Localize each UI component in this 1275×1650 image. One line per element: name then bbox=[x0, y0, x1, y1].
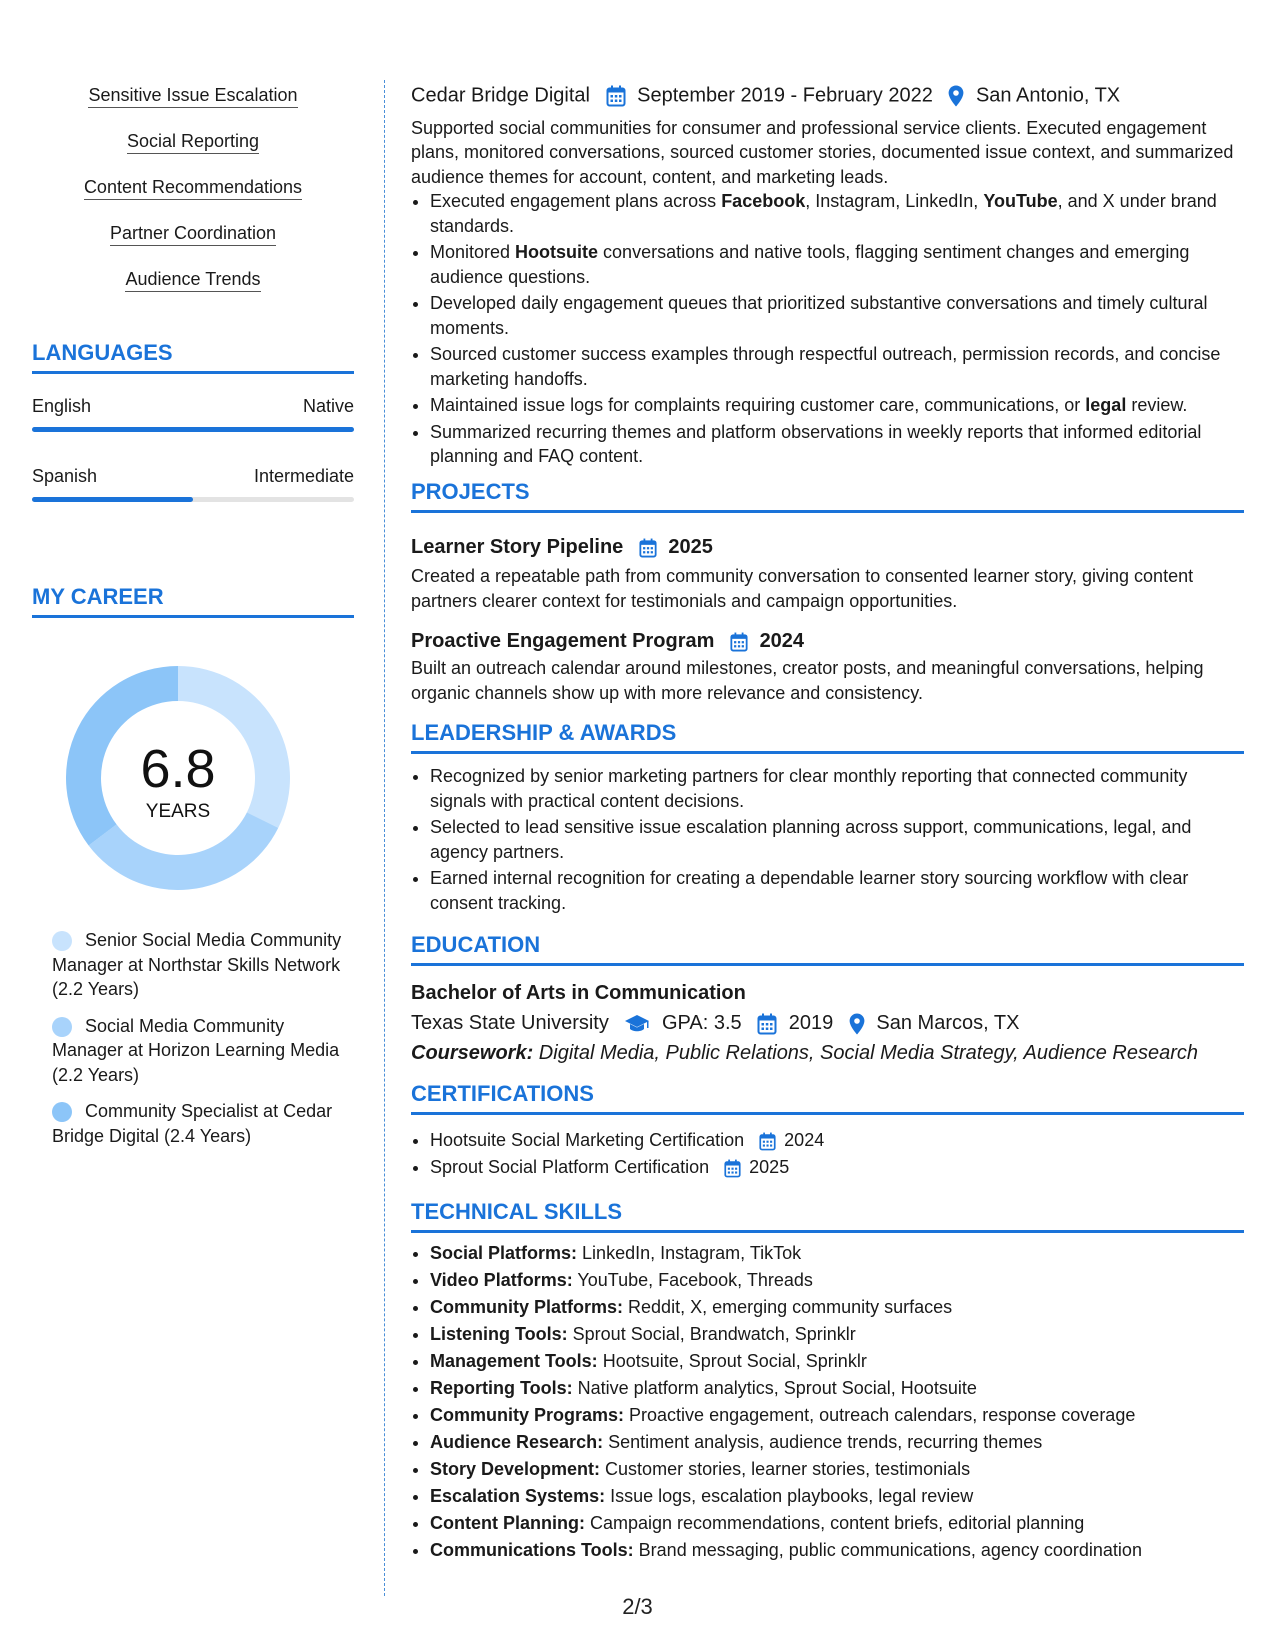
bullet-keyword: YouTube bbox=[983, 191, 1058, 212]
project-title: Proactive Engagement Program bbox=[411, 630, 715, 652]
skill-category: Communications Tools: bbox=[430, 1540, 634, 1560]
leadership-item: • Selected to lead sensitive issue escalation planning across support, communications, legal, and agency partners. bbox=[430, 815, 1244, 864]
certification-item bbox=[430, 1127, 1244, 1154]
language-bar-track bbox=[32, 497, 354, 502]
skill-category: Community Platforms: bbox=[430, 1297, 624, 1317]
certification-item bbox=[430, 1154, 1244, 1181]
language-level: Native bbox=[302, 396, 354, 416]
certifications-list bbox=[411, 1127, 1244, 1181]
skill-category: Reporting Tools: bbox=[430, 1378, 573, 1398]
job-summary: Supported social communities for consumer and professional service clients. Executed engagement plans, monitored conversations, sourced customer stories, documented issue context, and summarized audience themes for account, content, and marketing leads. bbox=[411, 117, 1234, 187]
career-legend-item bbox=[52, 1014, 342, 1088]
skill-values: Proactive engagement, outreach calendars, response coverage bbox=[624, 1405, 1136, 1425]
calendar-icon bbox=[757, 1013, 777, 1035]
graduation-cap-icon bbox=[624, 1014, 650, 1034]
column-divider bbox=[384, 80, 385, 1596]
skill-values: Customer stories, learner stories, testimonials bbox=[600, 1459, 971, 1479]
calendar-icon bbox=[639, 538, 657, 558]
skill-values: Sentiment analysis, audience trends, recurring themes bbox=[603, 1432, 1043, 1452]
certifications-entry bbox=[411, 1127, 1244, 1181]
technical-skills-list bbox=[411, 1240, 1244, 1564]
career-legend-item bbox=[52, 928, 342, 1002]
project-entry bbox=[411, 628, 1244, 705]
skill-item: Content Recommendations bbox=[84, 176, 302, 200]
bullet-keyword: Facebook bbox=[721, 191, 806, 212]
job-entry bbox=[411, 82, 1244, 471]
technical-skill-item bbox=[430, 1240, 1244, 1267]
skill-category: Video Platforms: bbox=[430, 1270, 573, 1290]
language-name: English bbox=[32, 396, 92, 416]
skill-category: Social Platforms: bbox=[430, 1243, 578, 1263]
bullet-text: Maintained issue logs for complaints requiring customer care, communications, or bbox=[430, 395, 1086, 416]
bullet-text: Sourced customer success examples through respectful outreach, permission records, and concise marketing handoffs. bbox=[430, 344, 1221, 389]
bullet-text: Monitored bbox=[430, 242, 516, 263]
project-entry bbox=[411, 534, 1244, 613]
project-description: Built an outreach calendar around milestones, creator posts, and meaningful conversations, helping organic channels show up with more relevance and consistency. bbox=[411, 658, 1204, 703]
education-year: 2019 bbox=[788, 1012, 834, 1034]
skill-category: Listening Tools: bbox=[430, 1324, 568, 1344]
language-name: Spanish bbox=[32, 466, 98, 486]
job-bullet bbox=[430, 393, 1244, 418]
project-header bbox=[411, 534, 1244, 560]
career-donut-chart bbox=[66, 666, 290, 890]
calendar-icon bbox=[724, 1159, 741, 1178]
page-number: 2/3 bbox=[622, 1594, 653, 1619]
calendar-icon bbox=[606, 85, 626, 107]
skill-values: Brand messaging, public communications, agency coordination bbox=[633, 1540, 1142, 1560]
certification-year: 2025 bbox=[749, 1157, 790, 1177]
skills-list bbox=[32, 84, 354, 314]
technical-skills-heading: TECHNICAL SKILLS bbox=[411, 1199, 1244, 1233]
job-dates: September 2019 - February 2022 bbox=[637, 84, 933, 107]
career-legend-item bbox=[52, 1099, 342, 1148]
skill-values: YouTube, Facebook, Threads bbox=[572, 1270, 813, 1290]
location-pin-icon bbox=[948, 85, 964, 107]
technical-skill-item bbox=[430, 1483, 1244, 1510]
bullet-keyword: Hootsuite bbox=[515, 242, 599, 263]
legend-label: Senior Social Media Community Manager at Northstar Skills Network (2.2 Years) bbox=[52, 930, 342, 999]
skill-item: Audience Trends bbox=[125, 268, 260, 292]
education-gpa: GPA: 3.5 bbox=[661, 1012, 742, 1034]
certification-year: 2024 bbox=[784, 1130, 825, 1150]
bullet-text: Summarized recurring themes and platform observations in weekly reports that informed editorial planning and FAQ content. bbox=[430, 421, 1202, 467]
projects-heading: PROJECTS bbox=[411, 479, 1244, 513]
education-school: Texas State University bbox=[411, 1012, 609, 1034]
skill-category: Audience Research: bbox=[430, 1432, 604, 1452]
job-bullets bbox=[411, 189, 1244, 469]
job-header bbox=[411, 82, 1244, 109]
skill-values: Issue logs, escalation playbooks, legal review bbox=[605, 1486, 974, 1506]
legend-label: Community Specialist at Cedar Bridge Digital (2.4 Years) bbox=[52, 1101, 333, 1146]
language-bar-fill bbox=[32, 427, 354, 432]
donut-segment bbox=[89, 812, 279, 890]
bullet-text: , Instagram, LinkedIn, bbox=[805, 191, 984, 212]
bullet-text: , and X under brand standards. bbox=[430, 191, 1217, 236]
project-header bbox=[411, 628, 1244, 654]
bullet-keyword: legal bbox=[1085, 395, 1127, 416]
legend-dot bbox=[52, 931, 72, 951]
project-year: 2025 bbox=[668, 536, 713, 558]
education-entry bbox=[411, 980, 1244, 1066]
skill-values: Hootsuite, Sprout Social, Sprinklr bbox=[597, 1351, 867, 1371]
technical-skill-item bbox=[430, 1294, 1244, 1321]
bullet-text: conversations and native tools, flagging sentiment changes and emerging audience questions. bbox=[430, 242, 1190, 287]
career-legend bbox=[52, 928, 342, 1160]
education-degree: Bachelor of Arts in Communication bbox=[411, 982, 746, 1004]
location-pin-icon bbox=[849, 1013, 865, 1035]
skill-category: Management Tools: bbox=[430, 1351, 598, 1371]
project-title: Learner Story Pipeline bbox=[411, 536, 624, 558]
skill-values: Reddit, X, emerging community surfaces bbox=[623, 1297, 953, 1317]
calendar-icon bbox=[759, 1132, 776, 1151]
certification-name: Sprout Social Platform Certification bbox=[430, 1157, 710, 1177]
skill-category: Content Planning: bbox=[430, 1513, 585, 1533]
technical-skill-item bbox=[430, 1348, 1244, 1375]
technical-skill-item bbox=[430, 1429, 1244, 1456]
skill-values: Sprout Social, Brandwatch, Sprinklr bbox=[567, 1324, 856, 1344]
language-level: Intermediate bbox=[253, 466, 354, 486]
job-bullet bbox=[430, 291, 1244, 340]
skill-values: Campaign recommendations, content briefs, editorial planning bbox=[584, 1513, 1085, 1533]
leadership-item: • Earned internal recognition for creating a dependable learner story sourcing workflow with clear consent tracking. bbox=[430, 866, 1244, 915]
coursework-list: Digital Media, Public Relations, Social Media Strategy, Audience Research bbox=[533, 1042, 1199, 1064]
skill-item: Sensitive Issue Escalation bbox=[88, 84, 297, 108]
skill-category: Story Development: bbox=[430, 1459, 601, 1479]
technical-skills-entry bbox=[411, 1240, 1244, 1564]
skill-values: LinkedIn, Instagram, TikTok bbox=[577, 1243, 802, 1263]
bullet-text: Executed engagement plans across bbox=[430, 191, 722, 212]
bullet-text: review. bbox=[1126, 395, 1188, 416]
skill-category: Community Programs: bbox=[430, 1405, 625, 1425]
job-bullet bbox=[430, 240, 1244, 289]
certification-name: Hootsuite Social Marketing Certification bbox=[430, 1130, 745, 1150]
job-bullet bbox=[430, 189, 1244, 238]
technical-skill-item bbox=[430, 1375, 1244, 1402]
education-location: San Marcos, TX bbox=[876, 1012, 1020, 1034]
skill-item: Partner Coordination bbox=[110, 222, 276, 246]
certifications-heading: CERTIFICATIONS bbox=[411, 1081, 1244, 1115]
job-location: San Antonio, TX bbox=[975, 84, 1121, 107]
technical-skill-item bbox=[430, 1402, 1244, 1429]
leadership-heading: LEADERSHIP & AWARDS bbox=[411, 720, 1244, 754]
language-bar-fill bbox=[32, 497, 193, 502]
legend-dot bbox=[52, 1102, 72, 1122]
job-company: Cedar Bridge Digital bbox=[411, 84, 590, 107]
legend-dot bbox=[52, 1017, 72, 1037]
education-heading: EDUCATION bbox=[411, 932, 1244, 966]
language-bar-track bbox=[32, 427, 354, 432]
job-bullet bbox=[430, 342, 1244, 391]
skill-item: Social Reporting bbox=[127, 130, 259, 154]
leadership-list bbox=[411, 764, 1244, 915]
career-heading: MY CAREER bbox=[32, 584, 354, 618]
bullet-text: Developed daily engagement queues that prioritized substantive conversations and timely cultural moments. bbox=[430, 293, 1208, 338]
career-unit: YEARS bbox=[145, 801, 211, 822]
calendar-icon bbox=[730, 632, 748, 652]
technical-skill-item bbox=[430, 1267, 1244, 1294]
education-coursework bbox=[411, 1040, 1244, 1066]
languages-heading: LANGUAGES bbox=[32, 340, 354, 374]
project-year: 2024 bbox=[759, 630, 805, 652]
leadership-item: • Recognized by senior marketing partners for clear monthly reporting that connected community signals with practical content decisions. bbox=[430, 764, 1244, 813]
leadership-entry bbox=[411, 764, 1244, 917]
skill-values: Native platform analytics, Sprout Social, Hootsuite bbox=[572, 1378, 977, 1398]
education-meta bbox=[411, 1010, 1244, 1036]
legend-label: Social Media Community Manager at Horizon Learning Media (2.2 Years) bbox=[52, 1015, 340, 1085]
technical-skill-item bbox=[430, 1321, 1244, 1348]
technical-skill-item bbox=[430, 1510, 1244, 1537]
career-total: 6.8 bbox=[140, 739, 216, 799]
technical-skill-item bbox=[430, 1537, 1244, 1564]
project-description: Created a repeatable path from community conversation to consented learner story, giving content partners clearer context for testimonials and campaign opportunities. bbox=[411, 566, 1194, 611]
coursework-label: Coursework: bbox=[411, 1042, 534, 1064]
skill-category: Escalation Systems: bbox=[430, 1486, 606, 1506]
technical-skill-item bbox=[430, 1456, 1244, 1483]
job-bullet bbox=[430, 420, 1244, 469]
